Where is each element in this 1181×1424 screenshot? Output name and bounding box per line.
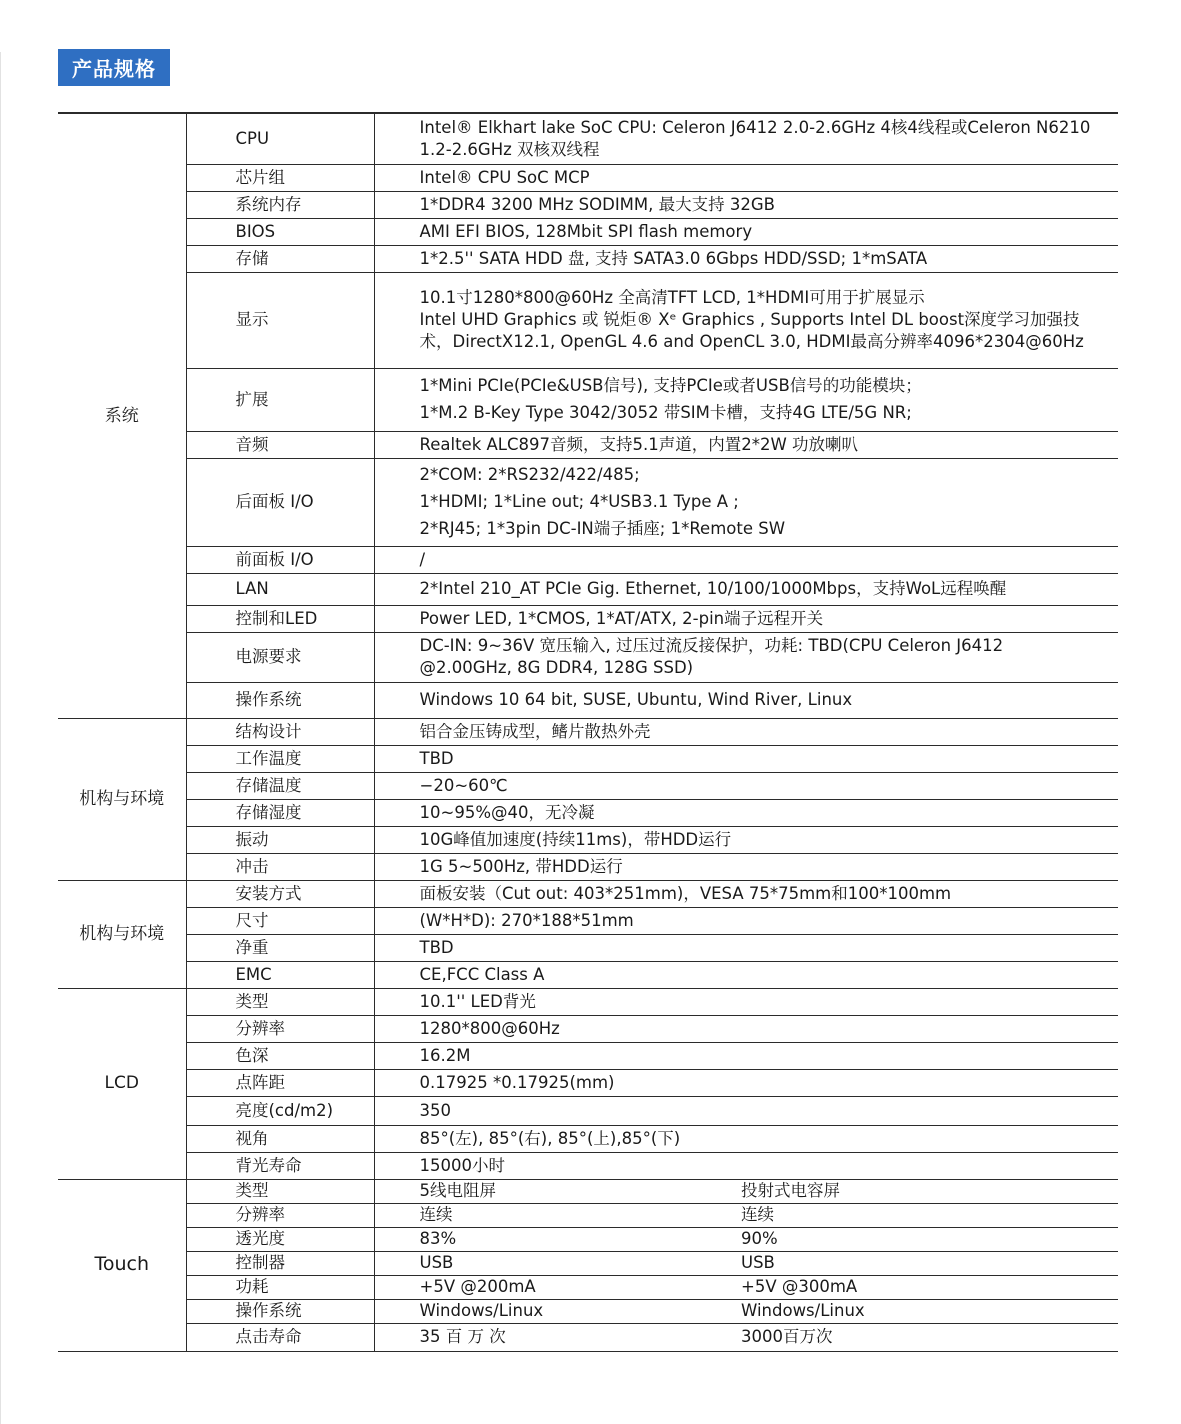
spec-label: 后面板 I/O <box>186 458 374 546</box>
spec-row-touch-life <box>58 1323 1118 1351</box>
spec-value <box>374 272 1118 368</box>
spec-row-weight <box>58 934 1118 961</box>
spec-label: 分辨率 <box>186 1015 374 1042</box>
spec-row-storage-humidity <box>58 799 1118 826</box>
spec-value-line: 2*RJ45; 1*3pin DC-IN端子插座; 1*Remote SW <box>419 518 786 538</box>
spec-value-capacitive: Windows/Linux <box>741 1299 1118 1323</box>
spec-label: LAN <box>186 573 374 605</box>
spec-row-structure <box>58 718 1118 745</box>
spec-value: 350 <box>374 1096 1118 1125</box>
spec-row-lcd-pitch <box>58 1069 1118 1096</box>
spec-row-lcd-brightness <box>58 1096 1118 1125</box>
spec-value: −20~60℃ <box>374 772 1118 799</box>
spec-label: 存储湿度 <box>186 799 374 826</box>
section-name-lcd: LCD <box>58 988 186 1179</box>
spec-row-bios <box>58 218 1118 245</box>
spec-value: 10.1'' LED背光 <box>374 988 1118 1015</box>
spec-label: 安装方式 <box>186 880 374 907</box>
spec-label: 色深 <box>186 1042 374 1069</box>
spec-value <box>374 632 1118 682</box>
section-title: 产品规格 <box>58 49 170 86</box>
spec-value-resistive: 35 百 万 次 <box>374 1323 741 1351</box>
spec-value-capacitive: +5V @300mA <box>741 1275 1118 1299</box>
spec-value-line: 1*HDMI; 1*Line out; 4*USB3.1 Type A ; <box>419 492 739 512</box>
spec-row-lcd-backlight-life <box>58 1152 1118 1179</box>
spec-value-resistive: +5V @200mA <box>374 1275 741 1299</box>
spec-label: 显示 <box>186 272 374 368</box>
spec-value-line: @2.00GHz, 8G DDR4, 128G SSD) <box>419 658 694 677</box>
spec-label: 类型 <box>186 1179 374 1203</box>
spec-value-capacitive: 连续 <box>741 1203 1118 1227</box>
spec-value: 10G峰值加速度(持续11ms)，带HDD运行 <box>374 826 1118 853</box>
spec-label: 存储温度 <box>186 772 374 799</box>
spec-value: AMI EFI BIOS, 128Mbit SPI flash memory <box>374 218 1118 245</box>
spec-label: 尺寸 <box>186 907 374 934</box>
section-name-mech: 机构与环境 <box>58 718 186 880</box>
spec-value: 1G 5~500Hz, 带HDD运行 <box>374 853 1118 880</box>
spec-value-line: Intel® Elkhart lake SoC CPU: Celeron J6412 2.0-2.6GHz 4核4线程或Celeron N6210 <box>419 117 1091 137</box>
spec-row-memory <box>58 191 1118 218</box>
spec-value: 1*DDR4 3200 MHz SODIMM, 最大支持 32GB <box>374 191 1118 218</box>
spec-row-touch-transmittance <box>58 1227 1118 1251</box>
spec-label: 亮度(cd/m2) <box>186 1096 374 1125</box>
spec-row-lcd-color-depth <box>58 1042 1118 1069</box>
spec-row-touch-type <box>58 1179 1118 1203</box>
spec-label: 点阵距 <box>186 1069 374 1096</box>
spec-row-shock <box>58 853 1118 880</box>
spec-row-lcd-resolution <box>58 1015 1118 1042</box>
spec-label: 点击寿命 <box>186 1323 374 1351</box>
spec-row-display <box>58 272 1118 368</box>
spec-value: 10~95%@40，无冷凝 <box>374 799 1118 826</box>
spec-label: CPU <box>186 113 374 164</box>
spec-label: 结构设计 <box>186 718 374 745</box>
spec-label: 电源要求 <box>186 632 374 682</box>
spec-value: Intel® CPU SoC MCP <box>374 164 1118 191</box>
spec-label: 控制器 <box>186 1251 374 1275</box>
spec-value-line: 2*COM: 2*RS232/422/485; <box>419 465 640 485</box>
spec-row-front-io <box>58 546 1118 573</box>
spec-value <box>374 368 1118 431</box>
spec-label: 透光度 <box>186 1227 374 1251</box>
spec-row-lcd-view-angle <box>58 1125 1118 1152</box>
spec-value <box>374 458 1118 546</box>
spec-row-os <box>58 682 1118 718</box>
spec-value: 15000小时 <box>374 1152 1118 1179</box>
spec-label: 净重 <box>186 934 374 961</box>
spec-row-touch-controller <box>58 1251 1118 1275</box>
spec-label: EMC <box>186 961 374 988</box>
spec-value: 16.2M <box>374 1042 1118 1069</box>
spec-row-chipset <box>58 164 1118 191</box>
spec-value-line: 1*M.2 B-Key Type 3042/3052 带SIM卡槽，支持4G LTE/5G NR; <box>419 403 912 422</box>
spec-value-capacitive: 90% <box>741 1227 1118 1251</box>
section-name-mech: 机构与环境 <box>58 880 186 988</box>
spec-row-rear-io <box>58 458 1118 546</box>
spec-label: 存储 <box>186 245 374 272</box>
spec-label: 芯片组 <box>186 164 374 191</box>
spec-row-mounting <box>58 880 1118 907</box>
spec-value: 0.17925 *0.17925(mm) <box>374 1069 1118 1096</box>
spec-value: 面板安装（Cut out: 403*251mm)，VESA 75*75mm和100*100mm <box>374 880 1118 907</box>
spec-value-resistive: 83% <box>374 1227 741 1251</box>
spec-value-line: DC-IN: 9~36V 宽压输入, 过压过流反接保护，功耗: TBD(CPU Celeron J6412 <box>419 636 1004 656</box>
spec-value: Realtek ALC897音频，支持5.1声道，内置2*2W 功放喇叭 <box>374 431 1118 458</box>
spec-value-resistive: Windows/Linux <box>374 1299 741 1323</box>
spec-label: 功耗 <box>186 1275 374 1299</box>
spec-value: TBD <box>374 745 1118 772</box>
spec-row-dimensions <box>58 907 1118 934</box>
spec-label: 控制和LED <box>186 605 374 632</box>
spec-row-lan <box>58 573 1118 605</box>
spec-row-storage <box>58 245 1118 272</box>
spec-value <box>374 113 1118 164</box>
spec-value-line: 术，DirectX12.1, OpenGL 4.6 and OpenCL 3.0, HDMI最高分辨率4096*2304@60Hz <box>419 331 1084 351</box>
spec-row-vibration <box>58 826 1118 853</box>
spec-label: 分辨率 <box>186 1203 374 1227</box>
spec-value-line: 1*Mini PCIe(PCIe&USB信号), 支持PCIe或者USB信号的功能模块； <box>419 376 922 396</box>
spec-value: Power LED, 1*CMOS, 1*AT/ATX, 2-pin端子远程开关 <box>374 605 1118 632</box>
spec-label: 前面板 I/O <box>186 546 374 573</box>
spec-value-capacitive: 3000百万次 <box>741 1323 1118 1351</box>
spec-label: 背光寿命 <box>186 1152 374 1179</box>
spec-value-line: Intel UHD Graphics 或 锐炬® Xᵉ Graphics , Supports Intel DL boost深度学习加强技 <box>419 310 1080 330</box>
spec-value-resistive: 5线电阻屏 <box>374 1179 741 1203</box>
spec-label: BIOS <box>186 218 374 245</box>
spec-value: 85°(左), 85°(右), 85°(上),85°(下) <box>374 1125 1118 1152</box>
spec-row-op-temp <box>58 745 1118 772</box>
spec-row-touch-os <box>58 1299 1118 1323</box>
spec-row-expansion <box>58 368 1118 431</box>
spec-value: 铝合金压铸成型，鳍片散热外壳 <box>374 718 1118 745</box>
spec-value-capacitive: USB <box>741 1251 1118 1275</box>
spec-value-line: 1.2-2.6GHz 双核双线程 <box>419 139 600 159</box>
spec-row-audio <box>58 431 1118 458</box>
spec-row-touch-power <box>58 1275 1118 1299</box>
spec-value: (W*H*D): 270*188*51mm <box>374 907 1118 934</box>
spec-table <box>58 112 1118 1352</box>
section-name-touch: Touch <box>58 1179 186 1351</box>
spec-value: Windows 10 64 bit, SUSE, Ubuntu, Wind River, Linux <box>374 682 1118 718</box>
spec-label: 操作系统 <box>186 682 374 718</box>
spec-label: 操作系统 <box>186 1299 374 1323</box>
spec-value-capacitive: 投射式电容屏 <box>741 1179 1118 1203</box>
left-edge-line <box>0 52 1 1424</box>
spec-value: 1280*800@60Hz <box>374 1015 1118 1042</box>
spec-row-touch-resolution <box>58 1203 1118 1227</box>
spec-label: 音频 <box>186 431 374 458</box>
spec-label: 振动 <box>186 826 374 853</box>
spec-value-line: 10.1寸1280*800@60Hz 全高清TFT LCD, 1*HDMI可用于扩展显示 <box>419 288 925 308</box>
spec-label: 冲击 <box>186 853 374 880</box>
spec-label: 工作温度 <box>186 745 374 772</box>
spec-row-lcd-type <box>58 988 1118 1015</box>
spec-label: 类型 <box>186 988 374 1015</box>
spec-label: 扩展 <box>186 368 374 431</box>
spec-value: / <box>374 546 1118 573</box>
spec-row-cpu <box>58 113 1118 164</box>
spec-row-power <box>58 632 1118 682</box>
spec-row-emc <box>58 961 1118 988</box>
spec-value: CE,FCC Class A <box>374 961 1118 988</box>
spec-label: 视角 <box>186 1125 374 1152</box>
spec-value-resistive: 连续 <box>374 1203 741 1227</box>
spec-value: TBD <box>374 934 1118 961</box>
spec-value-resistive: USB <box>374 1251 741 1275</box>
spec-row-control-led <box>58 605 1118 632</box>
spec-row-storage-temp <box>58 772 1118 799</box>
section-name-system: 系统 <box>58 113 186 718</box>
spec-label: 系统内存 <box>186 191 374 218</box>
spec-value: 1*2.5'' SATA HDD 盘, 支持 SATA3.0 6Gbps HDD/SSD; 1*mSATA <box>374 245 1118 272</box>
spec-value: 2*Intel 210_AT PCIe Gig. Ethernet, 10/100/1000Mbps，支持WoL远程唤醒 <box>374 573 1118 605</box>
